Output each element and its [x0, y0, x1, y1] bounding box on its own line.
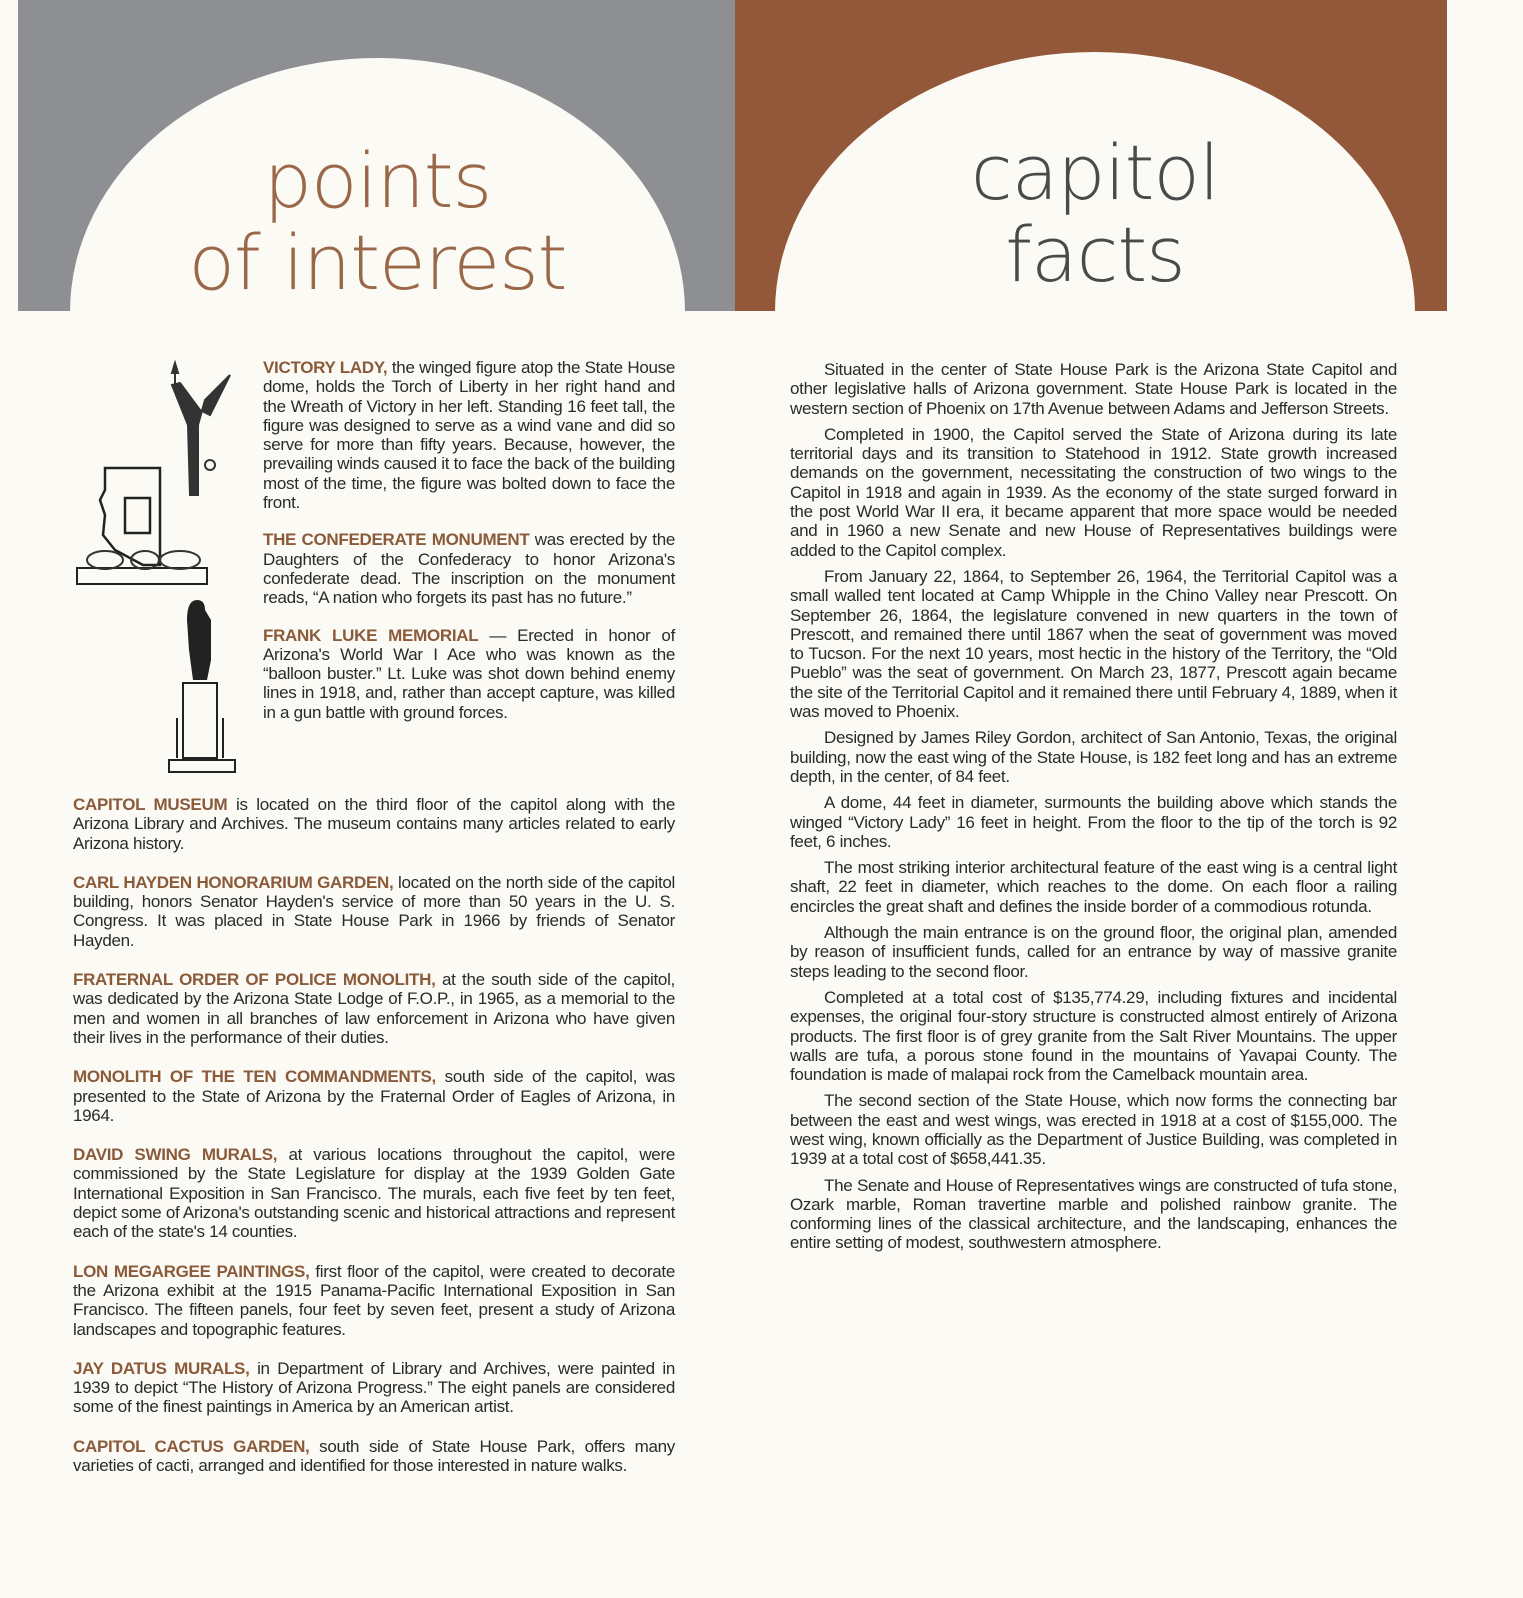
point-text: in Department of Library and Archives, were painted in 1939 to depict “The History of Arizona Progress.” The eight panels are considered some of the finest paintings in America by an American artist. [73, 1358, 676, 1417]
point-heading: LON MEGARGEE PAINTINGS, [73, 1261, 310, 1281]
title-line: points [263, 136, 492, 225]
point-heading: JAY DATUS MURALS, [73, 1358, 250, 1378]
fact-paragraph: The most striking interior architectural feature of the east wing is a central light shaft, 22 feet in diameter, which reaches to the dome. On each floor a railing encircles the great shaft and defines the inside border of a commodious rotunda. [790, 858, 1397, 916]
point-heading: MONOLITH OF THE TEN COMMANDMENTS, [73, 1067, 436, 1087]
point-text: south side of the capitol, was presented to the State of Arizona by the Fraternal Order of Eagles of Arizona, in 1964. [73, 1067, 676, 1125]
point-item [73, 970, 675, 1047]
point-item [73, 1145, 675, 1241]
point-item [73, 873, 675, 950]
point-heading: DAVID SWING MURALS, [73, 1145, 278, 1165]
point-text: at various locations throughout the capitol, were commissioned by the State Legislature for display at the 1939 Golden Gate International Exposition in San Francisco. The murals, each five feet by ten feet, depict some of Arizona's outstanding scenic and historical attractions and represent each of the state's 14 counties. [73, 1145, 675, 1242]
point-heading: FRANK LUKE MEMORIAL [263, 625, 479, 645]
fact-paragraph: The Senate and House of Representatives wings are constructed of tufa stone, Ozark marble, Roman travertine marble and polished rainbow granite. The conforming lines of the classical architecture, and the landscaping, enhances the entire setting of modest, southwestern atmosphere. [790, 1175, 1397, 1253]
point-text: first floor of the capitol, were created to decorate the Arizona exhibit at the 1915 Panama-Pacific International Exposition in San Francisco. The fifteen panels, four feet by seven feet, present a study of Arizona landscapes and topographic features. [73, 1261, 675, 1339]
point-text: the winged figure atop the State House dome, holds the Torch of Liberty in her right hand and the Wreath of Victory in her left. Standing 16 feet tall, the figure was designed to serve as a wind vane and did so serve for more than fifty years. Because, however, the prevailing winds caused it to face the back of the building most of the time, the figure was bolted down to face the front. [263, 358, 675, 513]
point-item [73, 1359, 675, 1417]
point-confederate-monument [263, 530, 675, 607]
fact-paragraph: A dome, 44 feet in diameter, surmounts the building above which stands the winged “Victory Lady” 16 feet in height. From the floor to the tip of the torch is 92 feet, 6 inches. [790, 793, 1397, 851]
illustrated-points-list [263, 358, 675, 740]
frank-luke-memorial-illustration [165, 598, 240, 778]
point-text: south side of State House Park, offers many varieties of cacti, arranged and identified for those interested in nature walks. [73, 1436, 675, 1476]
fact-paragraph: Designed by James Riley Gordon, architect of San Antonio, Texas, the original building, now the east wing of the State House, is 182 feet long and has an extreme depth, in the center, of 84 feet. [790, 728, 1397, 786]
title-line: facts [1005, 210, 1185, 299]
point-heading: CAPITOL MUSEUM [73, 795, 228, 814]
fact-paragraph: Although the main entrance is on the ground floor, the original plan, amended by reason of insufficient funds, called for an entrance by way of massive granite steps leading to the second floor. [790, 923, 1397, 981]
fact-paragraph: Situated in the center of State House Park is the Arizona State Capitol and other legislative halls of Arizona government. State House Park is located in the western section of Phoenix on 17th Avenue between Adams and Jefferson Streets. [790, 360, 1397, 418]
point-heading: THE CONFEDERATE MONUMENT [263, 530, 530, 550]
point-victory-lady [263, 358, 675, 512]
fact-paragraph: From January 22, 1864, to September 26, 1964, the Territorial Capitol was a small walled tent located at Camp Whipple in the Chino Valley near Prescott. On September 26, 1864, the legislature convened in new quarters in the town of Prescott, and remained there until 1867 when the seat of government was moved to Tucson. For the next 10 years, most hectic in the history of the Territory, the “Old Pueblo” was the seat of government. On March 23, 1877, Prescott again became the site of the Territorial Capitol and it remained there until February 4, 1889, when it was moved to Phoenix. [790, 566, 1397, 722]
point-text: located on the north side of the capitol building, honors Senator Hayden's service of more than 50 years in the U. S. Congress. It was placed in State House Park in 1966 by friends of Senator Hayden. [73, 872, 675, 950]
point-text: at the south side of the capitol, was dedicated by the Arizona State Lodge of F.O.P., in 1965, as a memorial to the men and women in all branches of law enforcement in Arizona who have given their lives in the performance of their duties. [73, 970, 675, 1047]
capitol-facts-text [790, 360, 1397, 1260]
point-heading: FRATERNAL ORDER OF POLICE MONOLITH, [73, 970, 436, 990]
points-list [73, 795, 675, 1495]
point-text: — Erected in honor of Arizona's World War I Ace who was known as the “balloon buster.” Lt. Luke was shot down behind enemy lines in 1918, and, rather than accept capture, was killed in a gun battle with ground forces. [263, 625, 676, 722]
points-of-interest-title [70, 136, 685, 307]
capitol-facts-title [775, 128, 1415, 299]
point-heading: VICTORY LADY, [263, 358, 388, 377]
fact-paragraph: Completed at a total cost of $135,774.29, including fixtures and incidental expenses, the original four-story structure is constructed almost entirely of Arizona products. The first floor is of grey granite from the Salt River Mountains. The upper walls are tufa, a porous stone found in the mountains of Yavapai County. The foundation is made of malapai rock from the Camelback mountain area. [790, 987, 1397, 1085]
title-line: of interest [188, 218, 567, 307]
point-item [73, 1067, 675, 1125]
point-item [73, 795, 675, 853]
title-line: capitol [970, 128, 1220, 217]
point-heading: CAPITOL CACTUS GARDEN, [73, 1436, 310, 1456]
point-item [73, 1437, 675, 1476]
confederate-monument-illustration [75, 460, 210, 590]
fact-paragraph: Completed in 1900, the Capitol served the State of Arizona during its late territorial days and its transition to Statehood in 1912. State growth increased demands on the government, necessitating the construction of two wings to the Capitol in 1918 and again in 1939. As the economy of the state surged forward in the post World War II era, it became apparent that more space would be needed and in 1960 a new Senate and new House of Representatives buildings were added to the Capitol complex. [790, 424, 1397, 560]
fact-paragraph: The second section of the State House, which now forms the connecting bar between the east and west wings, was erected in 1918 at a cost of $155,000. The west wing, known officially as the Department of Justice Building, was completed in 1939 at a total cost of $658,441.35. [790, 1091, 1397, 1169]
point-frank-luke-memorial [263, 626, 675, 722]
point-text: is located on the third floor of the capitol along with the Arizona Library and Archives. The museum contains many articles related to early Arizona history. [73, 795, 675, 853]
point-heading: CARL HAYDEN HONORARIUM GARDEN, [73, 872, 394, 892]
point-item [73, 1262, 675, 1339]
point-text: was erected by the Daughters of the Confederacy to honor Arizona's confederate dead. The inscription on the monument reads, “A nation who forgets its past has no future.” [263, 530, 676, 608]
